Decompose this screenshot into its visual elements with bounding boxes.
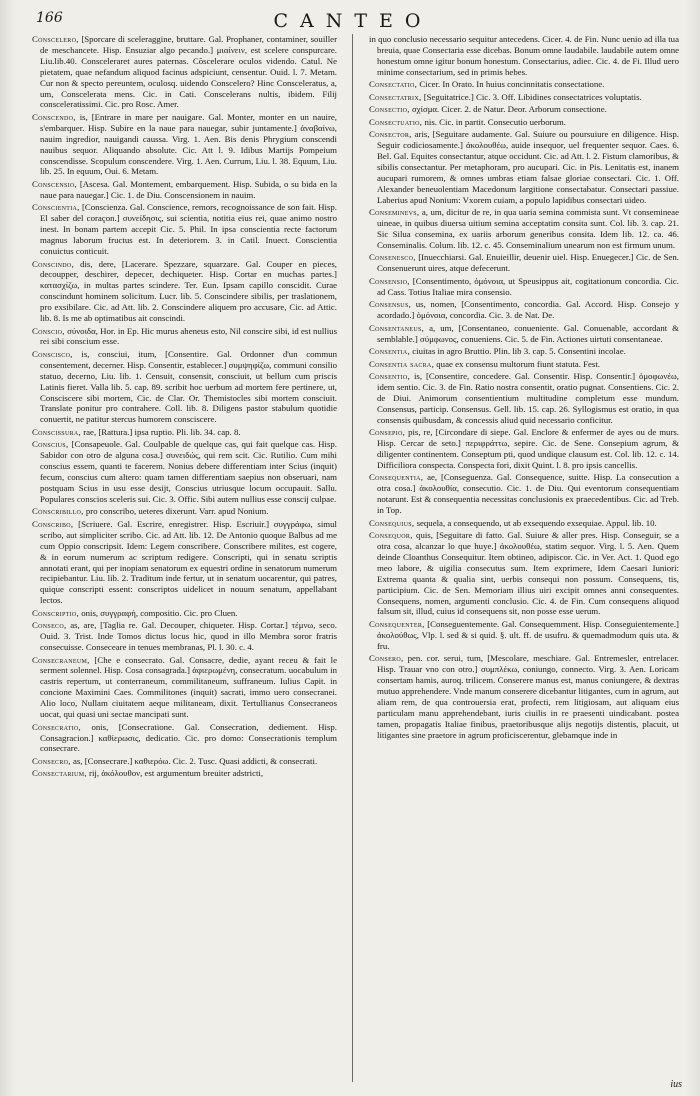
- entry-text: [Scriuere. Gal. Escrire, enregistrer. Hisp. Escriuir.] συγγράφω, simul scribo, aut simpliciter scribo. Cic. ad Att. lib. 12. De Antonio quoque Balbus ad me cum Oppio conscripsit. Idem: Legem conscribere. Conscribere milites, est cogere, & in eorum numerum ac scriptum redigere. Conscripti, qui in senatu scriptis annotati erant, qui per inopiam senatorum ex equestri ordine in senatorum numerum recipiebantur. Liu. lib. 2. Traditum inde fertur, ut in senatum uocarentur, qui patres, quique conscripti essent: conscriptos uidelicet in nouum senatum, appellabant lectos.: [40, 518, 337, 606]
- right-column: [369, 34, 679, 1088]
- entry-text: is, consciui, itum, [Consentire. Gal. Ordonner d'un commun consentement, decerner. Hisp. Consentir, establecer.] συμψηφίζω, communi consilio statuo, decerno, Liu. lib. 1. Censuit, consensit, consciuit, ut bellum cum priscis Latinis fieret. Valla lib. 5. cap. 89. scribit hoc uerbum ad mortem fere pertinere, ut, Consciscere sibi mortem, Cic. de Clar. Or. Themistocles sibi mortem consciuit. Translate ponitur pro contrahere. Coll. lib. 8. Diligens pastor stabulum quotidie conuertit, ne patitur stercus humorem consciscere.: [40, 348, 337, 425]
- entry-headword: Consectio,: [369, 104, 410, 115]
- dictionary-entry: [369, 276, 679, 298]
- entry-headword: Consectuatio,: [369, 116, 423, 127]
- entry-text: ae, [Conseguenza. Gal. Consequence, suitte. Hisp. La consecution a otra cosa.] ἀκολουθία, consecutio. Cic. 1. de Diu. Qui eventorum consequentiam notarunt. Est & consequentia necessitas conclusionis ex praecedentibus. Cic. ad Treb. in Top.: [377, 472, 679, 516]
- running-head: CANTEO: [273, 10, 433, 32]
- entry-text: is, [Entrare in mare per nauigare. Gal. Monter, monter en un nauire, s'embarquer. Hisp. Subire en la naue para nauegar, subir juntamente.] ἀναβαίνω, nauim ingredior, nauigandi caussa. Virg. 1. Aen. Bis denis Phrygium conscendi nauibus sequor. Aliquando absolute. Cic. Att l. 9. Idibus Martijs Pompeium conscendisse. Scopulum conscendere. Virg. 1. Aen. Currum, Liu. l. 38. Equum, Liu. lib. 25. In equum, Oui. 6. Metam.: [40, 111, 337, 177]
- entry-text: σύνοιδα, Hor. in Ep. Hic murus aheneus esto, Nil conscire sibi, id est nullius rei sibi conscium esse.: [40, 325, 337, 347]
- dictionary-entry: [369, 427, 679, 471]
- dictionary-entry: [369, 518, 679, 529]
- dictionary-entry: [32, 259, 337, 324]
- entry-text: quis, [Seguitare di fatto. Gal. Suiure & aller pres. Hisp. Conseguir, se a otra cosa, alcanzar lo que huye.] ἀκολουθέω, statim sequor. Virg. l. 5. Aen. Quem deinde Cloanthus Consequitur. Item obtineo, adipiscor. Cic. in Ver. Act. 1. Quod ego meo labore, & uigilia consecutus sum. Item exprimere, Idem Caesari Iuniori: Extrema quanta & qualia sint, uerbis consequi non possum. Consequens, tis, participium. Cic. de Sen. Memoriam illius uiri excipit omnes anni consequentes. Consequens, nomen, argumenti conclusio. Cic. 4. de Fin. Cum consequens aliquod falsum sit, illud, cuius id consequens sit, non posse esse uerum.: [377, 530, 679, 617]
- dictionary-entry: [32, 756, 337, 767]
- entry-headword: Conscribo,: [32, 518, 74, 529]
- dictionary-entry: [32, 620, 337, 653]
- page-header: [36, 10, 670, 32]
- dictionary-entry: [369, 79, 679, 90]
- dictionary-entry: [32, 519, 337, 606]
- entry-text: pen. cor. serui, tum, [Mescolare, meschiare. Gal. Entremesler, entrelacer. Hisp. Trauar vno con otro.] συμπλέκω, coniungo, connecto. Virg. 3. Aen. Loricam consertam hamis, auroq. trilicem. Conserere manus est, manus coniungere, & dextras mutuo apprehendere. Vnde manum conserere dicebantur litigantes, cum in agrum, aut aliam rem, de qua controuersia erat, profecti, rem litigiosam, aut aliquam eius particulam manu apprehendebant, iuris ciuilis in re praesenti uindicabant. postea tamen, propagatis Italiae finibus, praetoribusque alijs negotijs distentis, placuit, ut litigantes sine praetore in agrum proficiscerentur, glebamque inde in: [377, 653, 679, 740]
- dictionary-entry: [32, 112, 337, 177]
- entry-headword: Conscindo,: [32, 258, 75, 269]
- entry-headword: Consequentia,: [369, 472, 424, 483]
- entry-headword: Consensio,: [369, 275, 410, 286]
- entry-text: [Seguitatrice.] Cic. 3. Off. Libidines consectatrices voluptatis.: [423, 91, 642, 102]
- dictionary-entry: [369, 117, 679, 128]
- dictionary-entry: [369, 129, 679, 205]
- dictionary-entry: [369, 653, 679, 740]
- entry-text: [Conseguentemente. Gal. Consequemment. Hisp. Conseguientemente.] ἀκολούθως, Vlp. l. sed & si quid. §. ult. ff. de usufru. & quemadmodum quis uta. & fru.: [377, 618, 679, 651]
- entry-headword: Consecro,: [32, 755, 71, 766]
- entry-headword: Conscientia,: [32, 202, 80, 213]
- entry-text: [Conscienza. Gal. Conscience, remors, recognoissance de son fait. Hisp. El saber del coraçon.] συνείδησις, sui scientia, notitia eius rei, quae animo nostro inest. In bonam partem accepit Cic. 5. Phil. In ipsa conscientia recte factorum magnus laborum fructus est. In deteriorem. 3. in Catil. Inuect. Conscientia conuictus conticuit.: [40, 202, 337, 256]
- entry-text: onis, συγγραφή, compositio. Cic. pro Cluen.: [81, 607, 238, 618]
- dictionary-entry: [369, 530, 679, 617]
- dictionary-entry: [369, 323, 679, 345]
- dictionary-entry: [32, 608, 337, 619]
- entry-text: as, [Consecrare.] καθιερόω. Cic. 2. Tusc. Quasi addicti, & consecrati.: [72, 755, 318, 766]
- entry-headword: Conseminevs,: [369, 207, 420, 218]
- entry-headword: Conscelero,: [32, 34, 79, 44]
- entry-text: ciuitas in agro Bruttio. Plin. lib 3. cap. 5. Consentini incolae.: [412, 346, 626, 356]
- entry-headword: Consentia sacra,: [369, 358, 435, 369]
- entry-headword: Consequius,: [369, 517, 415, 528]
- page-number: 166: [36, 10, 63, 26]
- entry-headword: Conscisco,: [32, 348, 73, 359]
- entry-text: rae, [Rattura.] ipsa ruptio. Pli. lib. 34. cap. 8.: [83, 426, 241, 437]
- entry-text: nis. Cic. in partit. Consecutio uerborum.: [424, 116, 566, 127]
- entry-headword: Consector,: [369, 129, 412, 140]
- entry-headword: Conscio,: [32, 325, 65, 336]
- entry-text: is, [Consentire, concedere. Gal. Consentir. Hisp. Consentir.] ὁμοφωνέω, idem sentio. Cic. 3. de Fin. Ratio nostra consentit, oratio pugnat. Consentiens. Cic. 2. de Diui. Animorum consentientium multitudine completum esse mundum. Consensus, particip. Consensus. Gell. lib. 15. cap. 26. Syllogismus est oratio, in qua consensis quibusdam, & concessis aliud quid necessario conficitur.: [377, 371, 679, 425]
- entry-headword: Conscriptio,: [32, 607, 80, 618]
- entry-headword: Consectatio,: [369, 79, 418, 90]
- entry-text: dis, dere, [Lacerare. Spezzare, squarzare. Gal. Couper en pieces, decoupper, deschirer, depecer, dechiqueter. Hisp. Cortar en muchas partes.] κατασχίζω, in multas partes scindere. Ter. Eun. Ipsam capillo conscidit. Curae conscindunt hominem solicitum. Lucr. lib. 5. Conscindere sibilis, per traslationem, pro exsibilare. Cic. ad Att. lib. 2. Conscindere aliquem pro accusare, Cic. ad Attic. lib. 8. Is me ab optimatibus ait conscindi.: [40, 258, 337, 324]
- dictionary-entry: [32, 179, 337, 201]
- dictionary-entry: [369, 34, 679, 78]
- entry-text: [Inuecchiarsi. Gal. Enuieillir, deuenir uiel. Hisp. Enuegecer.] Cic. de Sen. Consenuerunt uires, atque defecerunt.: [377, 252, 679, 274]
- entry-text: aris, [Seguitare audamente. Gal. Suiure ou poursuiure en diligence. Hisp. Seguir codiciosamente.] ἀκολουθέω, auide insequor, uel frequenter sequor. Caes. 6. Bel. Gal. Equites consectantur, atque occidunt. Cic. ad Att. l. 2. Fistum clamoribus, & sibilis consectantur. Per metaphoram, pro aucupari. Cic. in Pis. Lenitatis est, inanem aucupari rumorem, & omnes umbras etiam falsae gloriae consectari. Cic. 1. Off. Alexander beneuolentiam Macedonum largitione consectabatur. Consectari passiue. Laberius apud Nonium: Vxorem cuiam, a populo lapidibus consectari uideo.: [377, 129, 679, 205]
- left-column: [32, 34, 337, 1088]
- dictionary-entry: [32, 349, 337, 425]
- entry-text: [Sporcare di sceleraggine, bruttare. Gal. Prophaner, contaminer, souiller de meschancete. Hisp. Ensuziar algo pecando.] μιαίνειν, est scelere conspurcare. Liu.lib.40. Consceleraret aures paternas. Cõscelerare oculos videndo. Catul. Ne pietatem, quae nefandum aliquod facinus adspiciunt, censentur. Ouid. l. 7. Metam. Cur non & specto pereuntem, oculosq. uidendo Conscelero? Hinc Consceleratus, a, um, Conscelerata mens. Cic. in Cati. Conscelerans nultis, ibidem. Filij consceleratissimi. Cic. pro Rosc. Amer.: [40, 34, 337, 110]
- dictionary-entry: [32, 439, 337, 504]
- catchword: ius: [670, 1079, 682, 1090]
- dictionary-entry: [32, 427, 337, 438]
- entry-headword: Conscribillo,: [32, 506, 84, 517]
- entry-headword: Consentia,: [369, 346, 411, 356]
- entry-text: pro conscribo, ueteres dixerunt. Varr. apud Nonium.: [85, 506, 269, 517]
- entry-text: us, nomen, [Consentimento, concordia. Gal. Accord. Hisp. Consejo y acordado.] ὁμόνοια, concordia. Cic. 3. de Nat. De.: [377, 299, 679, 321]
- dictionary-entry: [369, 472, 679, 516]
- entry-headword: Conscissura,: [32, 426, 82, 437]
- entry-text: a, um, [Consentaneo, conueniente. Gal. Conuenable, accordant & semblable.] σύμφωνος, conueniens. Cic. 5. de Fin. Actiones uirtuti consentaneae.: [377, 322, 679, 344]
- entry-text: rij, ἀκόλουθον, est argumentum breuiter adstricti,: [89, 768, 264, 779]
- entry-headword: Consecratio,: [32, 721, 82, 732]
- entry-text: pis, re, [Circondare di siepe. Gal. Enclore & enfermer de ayes ou de murs. Hisp. Cercar de seto.] περιφράττω, sepire. Cic. de Sene. Consepium agrum, & diligenter continentem. Conseptum pti, quod undique clausum est. Col. lib. 12. c. 14. Difficiliora conspecta. Conspecta fori, dixit Quint. l. 8. pro ipsis cancellis.: [377, 427, 679, 470]
- entry-text: σχίσμα. Cicer. 2. de Natur. Deor. Arborum consectione.: [411, 104, 607, 115]
- dictionary-entry: [369, 371, 679, 426]
- entry-headword: Consequor,: [369, 530, 413, 541]
- dictionary-entry: [32, 202, 337, 257]
- dictionary-entry: [369, 252, 679, 274]
- entry-headword: Conscensio,: [32, 178, 78, 189]
- entry-headword: Consectatrix,: [369, 91, 422, 102]
- entry-text: [Consapeuole. Gal. Coulpable de quelque cas, qui fait quelque cas. Hisp. Sabidor con otro de alguna cosa.] συνειδώς, qui rem scit. Cic. Rutilio. Cum mihi conscius essem, quanti te facerem. Nonius debere differentiam inter Scius (inquit) fecum, conscius cum altero: quam tamen differentiam saepius non obseruari, nam postquam Scius in usu esse desijt, Conscius utriusque locum occupauit. Sallu. Populares conscios sceleris sui. Cic. 3. Offic. Sibi autem nullius esse conscij culpae.: [40, 439, 337, 504]
- entry-headword: Conscius,: [32, 439, 69, 450]
- dictionary-entry: [32, 326, 337, 348]
- entry-headword: Consentaneus,: [369, 322, 425, 333]
- entry-text: a, um, dicitur de re, in qua uaria semina commista sunt. Vt consemineae uineae, in quibus diuersa uitium semina acceptatim consita sunt. Col. lib. 3. cap. 21. Sic Silua consemina, ex uariis arborum generibus consita. Idem lib. 12. ca. 46. Conseminalis. Colum. lib. 12. c. 45. Conseminalium unearum non est firmum unum.: [377, 207, 679, 250]
- entry-headword: Conseco,: [32, 620, 67, 631]
- entry-text: quae ex consensu multorum fiunt statuta. Fest.: [436, 358, 600, 369]
- dictionary-entry: [32, 722, 337, 755]
- dictionary-entry: [369, 299, 679, 321]
- entry-text: [Ascesa. Gal. Montement, embarquement. Hisp. Subida, o su bida en la naue para nauegar.] Cic. 1. de Diu. Conscensionem in nauim.: [40, 178, 337, 200]
- entry-headword: Consenesco,: [369, 252, 416, 263]
- column-divider: [352, 34, 353, 1082]
- entry-headword: Consectarium,: [32, 768, 87, 779]
- entry-text: onis, [Consecratione. Gal. Consecration, dediement. Hisp. Consagracion.] καθίερωσις, dedicatio. Cic. pro domo: Consecrationis templum consecrare.: [40, 721, 337, 754]
- entry-headword: Consentio,: [369, 371, 411, 381]
- dictionary-entry: [369, 346, 679, 357]
- entry-text: in quo conclusio necessario sequitur antecedens. Cicer. 4. de Fin. Nunc uenio ad illa tua breuia, quae Consectaria esse dicebas. Bonum omne laudabile. laudabile autem omne honestum omne igitur bonum honestum. Consectarius, adiec. Cic. 4. de Fi. Illud uero minime consectarium, sed in primis hebes.: [369, 34, 679, 77]
- dictionary-entry: [369, 207, 679, 251]
- dictionary-entry: [32, 34, 337, 110]
- entry-text: [Consentimento, ὁμόνοια, ut Speusippus ait, cogitationum concordia. Cic. ad Cass. Totius Italiae mira consensio.: [377, 275, 679, 297]
- dictionary-entry: [369, 92, 679, 103]
- entry-text: Cicer. In Orato. In huius concinnitatis consectatione.: [419, 79, 605, 90]
- entry-headword: Consero,: [369, 653, 404, 664]
- entry-headword: Consequenter,: [369, 618, 425, 629]
- dictionary-entry: [32, 768, 337, 779]
- entry-headword: Consecraneum,: [32, 654, 90, 665]
- entry-text: as, are, [Taglia re. Gal. Decouper, chiqueter. Hisp. Cortar.] τέμνω, seco. Ouid. 3. Trist. Inde Tomos dictus locus hic, quod in illo Membra soror fratris consecuisse. Conseceare in tenues membranas, Pl. l. 30. c. 4.: [40, 620, 337, 653]
- dictionary-entry: [32, 506, 337, 517]
- dictionary-entry: [32, 655, 337, 720]
- dictionary-entry: [369, 619, 679, 652]
- entry-headword: Conscendo,: [32, 111, 76, 122]
- entry-text: sequela, a consequendo, ut ab exsequendo exsequiae. Appul. lib. 10.: [416, 517, 657, 528]
- entry-headword: Consensus,: [369, 299, 412, 310]
- dictionary-entry: [369, 359, 679, 370]
- entry-headword: Consepio,: [369, 427, 406, 438]
- entry-text: [Che e consecrato. Gal. Consacre, dedie, ayant receu & fait le serment solennel. Hisp. Cosa consagrada.] ἀφιερωμένη, consecratum. uocabulum in castris repertum, ut conterraneum, commilitaneum, suffraneum. Iulius Capit. in concione Maximini Caes. Commilitones (inquit) sacrati, immo uero consecranei. Alio loco, Nullam ciuitatem aeque militaneam, dixit. Tertullianus Consecraneos uocat, qui quasi uni sectae mancipati sunt.: [40, 654, 337, 720]
- dictionary-entry: [369, 104, 679, 115]
